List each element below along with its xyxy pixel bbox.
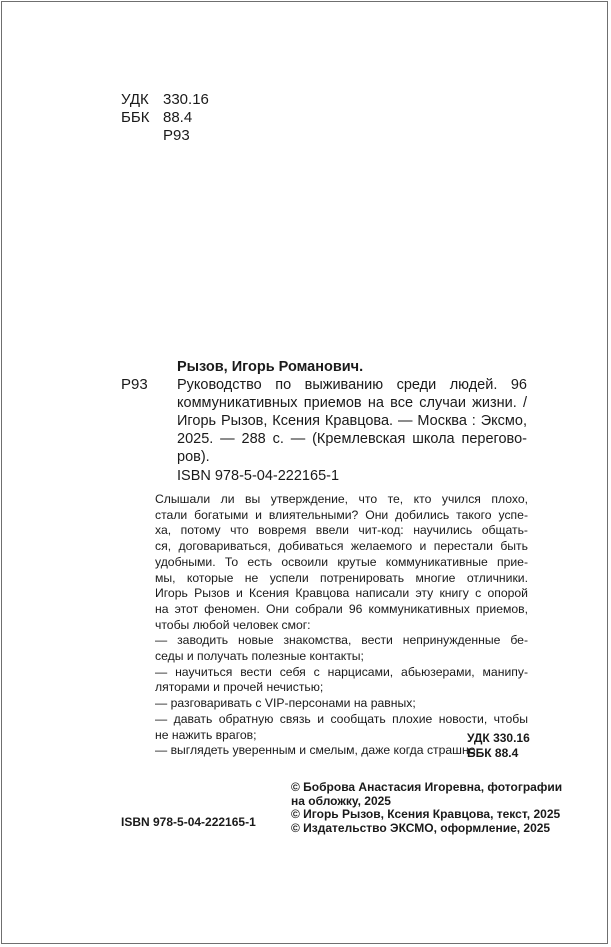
annotation-list-item: — выглядеть уверенным и смелым, даже когда страшно.	[155, 743, 479, 758]
page-frame	[1, 1, 608, 944]
footer-udk: УДК 330.16	[467, 731, 530, 745]
author-heading: Рызов, Игорь Романович.	[177, 359, 364, 375]
udk-row	[121, 91, 209, 109]
annotation	[155, 492, 528, 759]
description-line: Руководство по выживанию среди людей. 96	[177, 377, 527, 393]
annotation-line: на этот феномен. Они собрали 96 коммуникативных приемов,	[155, 601, 528, 616]
annotation-line: чтобы любой человек смог:	[155, 617, 311, 632]
copyright-block	[291, 781, 562, 835]
annotation-line: ся, договариваться, добиваться желаемого и перестали быть	[155, 539, 528, 554]
annotation-list-item: — разговаривать с VIP-персонами на равных;	[155, 696, 416, 711]
annotation-list-item: — заводить новые знакомства, вести непринужденные бе-	[155, 633, 528, 648]
copyright-line: © Боброва Анастасия Игоревна, фотографии	[291, 780, 563, 794]
description-line: коммуникативных приемов на все случаи жизни. /	[177, 395, 527, 411]
udk-label: УДК	[121, 91, 149, 108]
annotation-line: удобными. То есть освоили крутые коммуникативные прие-	[155, 554, 528, 569]
copyright-line: на обложку, 2025	[291, 793, 391, 808]
author-mark-top: Р93	[163, 127, 190, 144]
author-mark-row	[121, 127, 209, 145]
annotation-line: ляторами и прочей нечистью;	[155, 680, 324, 695]
annotation-line: стали богатыми и влиятельными? Они добились такого успе-	[155, 507, 528, 522]
bbk-value: 88.4	[163, 109, 193, 126]
bbk-label: ББК	[121, 109, 150, 126]
annotation-line: седы и получать полезные контакты;	[155, 649, 364, 664]
annotation-list-item: — научиться вести себя с нарцисами, абьюзерами, манипу-	[155, 664, 528, 679]
annotation-line: не нажить врагов;	[155, 727, 257, 742]
isbn-bottom: ISBN 978-5-04-222165-1	[121, 815, 256, 829]
footer-classification	[467, 731, 530, 761]
copyright-line: © Игорь Рызов, Ксения Кравцова, текст, 2025	[291, 807, 561, 822]
annotation-list-item: — давать обратную связь и сообщать плохие новости, чтобы	[155, 711, 528, 726]
description-line: Игорь Рызов, Ксения Кравцова. — Москва : Эксмо,	[177, 413, 527, 429]
classification-codes	[121, 91, 209, 145]
annotation-line: Слышали ли вы утверждение, что те, кто учился плохо,	[155, 492, 528, 506]
bbk-row	[121, 109, 209, 127]
udk-value: 330.16	[163, 91, 209, 108]
annotation-line: ха, потому что вовремя ввели чит-код: научились общать-	[155, 523, 528, 538]
description-line: 2025. — 288 с. — (Кремлевская школа перегово-	[177, 431, 527, 447]
description-line: ров).	[177, 449, 210, 465]
copyright-line: © Издательство ЭКСМО, оформление, 2025	[291, 820, 551, 835]
bibliographic-description	[177, 376, 527, 466]
author-mark: Р93	[121, 376, 148, 393]
footer-bbk: ББК 88.4	[467, 746, 519, 760]
isbn-main: ISBN 978-5-04-222165-1	[177, 468, 340, 484]
annotation-line: Игорь Рызов и Ксения Кравцова написали эту книгу с опорой	[155, 586, 528, 601]
annotation-line: мы, которые не успели потренировать многие отличники.	[155, 570, 528, 585]
